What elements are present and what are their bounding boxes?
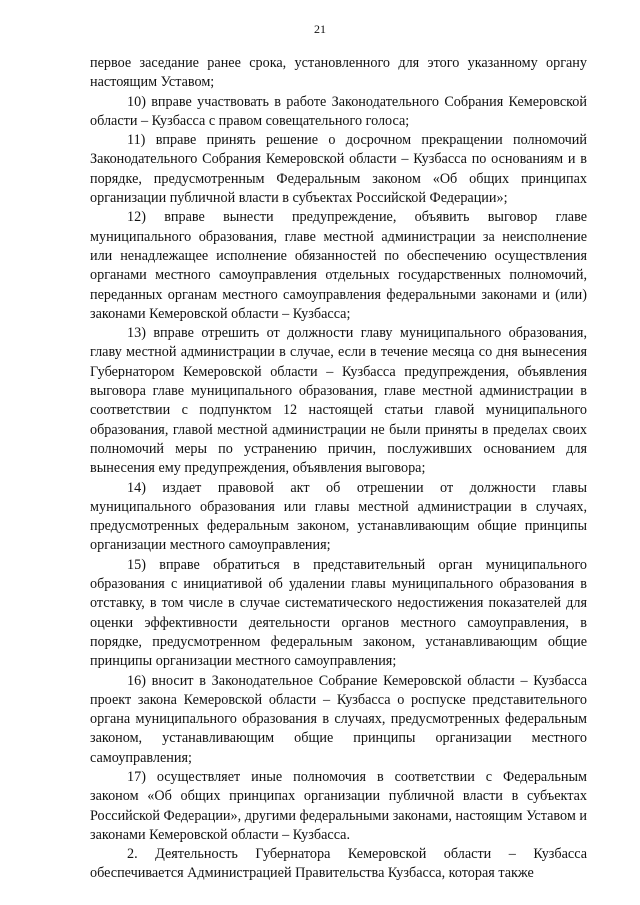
paragraph: 2. Деятельность Губернатора Кемеровской области – Кузбасса обеспечивается Администрацией Правительства Кузбасса, которая также bbox=[90, 846, 587, 882]
document-body bbox=[90, 54, 587, 884]
paragraph: 12) вправе вынести предупреждение, объявить выговор главе муниципального образования, главе местной администрации за неисполнение или ненадлежащее исполнение обязанностей по обеспечению осуществления органами местного самоуправления отдельных государственных полномочий, переданных органам местного самоуправления федеральными законами и (или) законами Кемеровской области – Кузбасса; bbox=[90, 209, 587, 322]
paragraph: 17) осуществляет иные полномочия в соответствии с Федеральным законом «Об общих принципах организации публичной власти в субъектах Российской Федерации», другими федеральными законами, настоящим Уставом и законами Кемеровской области – Кузбасса. bbox=[90, 768, 587, 843]
paragraph: 15) вправе обратиться в представительный орган муниципального образования с инициативой об удалении главы муниципального образования в отставку, в том числе в случае систематического недостижения показателей для оценки эффективности деятельности органов местного самоуправления, в порядке, предусмотренном федеральным законом, устанавливающим общие принципы организации местного самоуправления; bbox=[90, 556, 587, 670]
page-number: 21 bbox=[314, 22, 326, 36]
paragraph: 10) вправе участвовать в работе Законодательного Собрания Кемеровской области – Кузбасса с правом совещательного голоса; bbox=[90, 93, 587, 129]
paragraph: 16) вносит в Законодательное Собрание Кемеровской области – Кузбасса проект закона Кемеровской области – Кузбасса о роспуске представительного органа муниципального образования в случаях, предусмотренных федеральным законом, устанавливающим общие принципы организации местного самоуправления; bbox=[90, 672, 587, 766]
paragraph: первое заседание ранее срока, установленного для этого указанному органу настоящим Уставом; bbox=[90, 55, 587, 91]
paragraph: 13) вправе отрешить от должности главу муниципального образования, главу местной администрации в случае, если в течение месяца со дня вынесения Губернатором Кемеровской области – Кузбасса предупреждения, объявления выговора главе муниципального образования, главе местной администрации в соответствии с подпунктом 12 настоящей статьи главой муниципального образования, главой местной администрации не были приняты в пределах своих полномочий меры по устранению причин, послуживших основанием для вынесения ему предупреждения, объявления выговора; bbox=[90, 325, 587, 477]
paragraph: 14) издает правовой акт об отрешении от должности главы муниципального образования или главы местной администрации в случаях, предусмотренных федеральным законом, устанавливающим общие принципы организации местного самоуправления; bbox=[90, 479, 587, 554]
paragraph: 11) вправе принять решение о досрочном прекращении полномочий Законодательного Собрания Кемеровской области – Кузбасса по основаниям и в порядке, предусмотренным Федеральным законом «Об общих принципах организации публичной власти в субъектах Российской Федерации»; bbox=[90, 132, 587, 207]
